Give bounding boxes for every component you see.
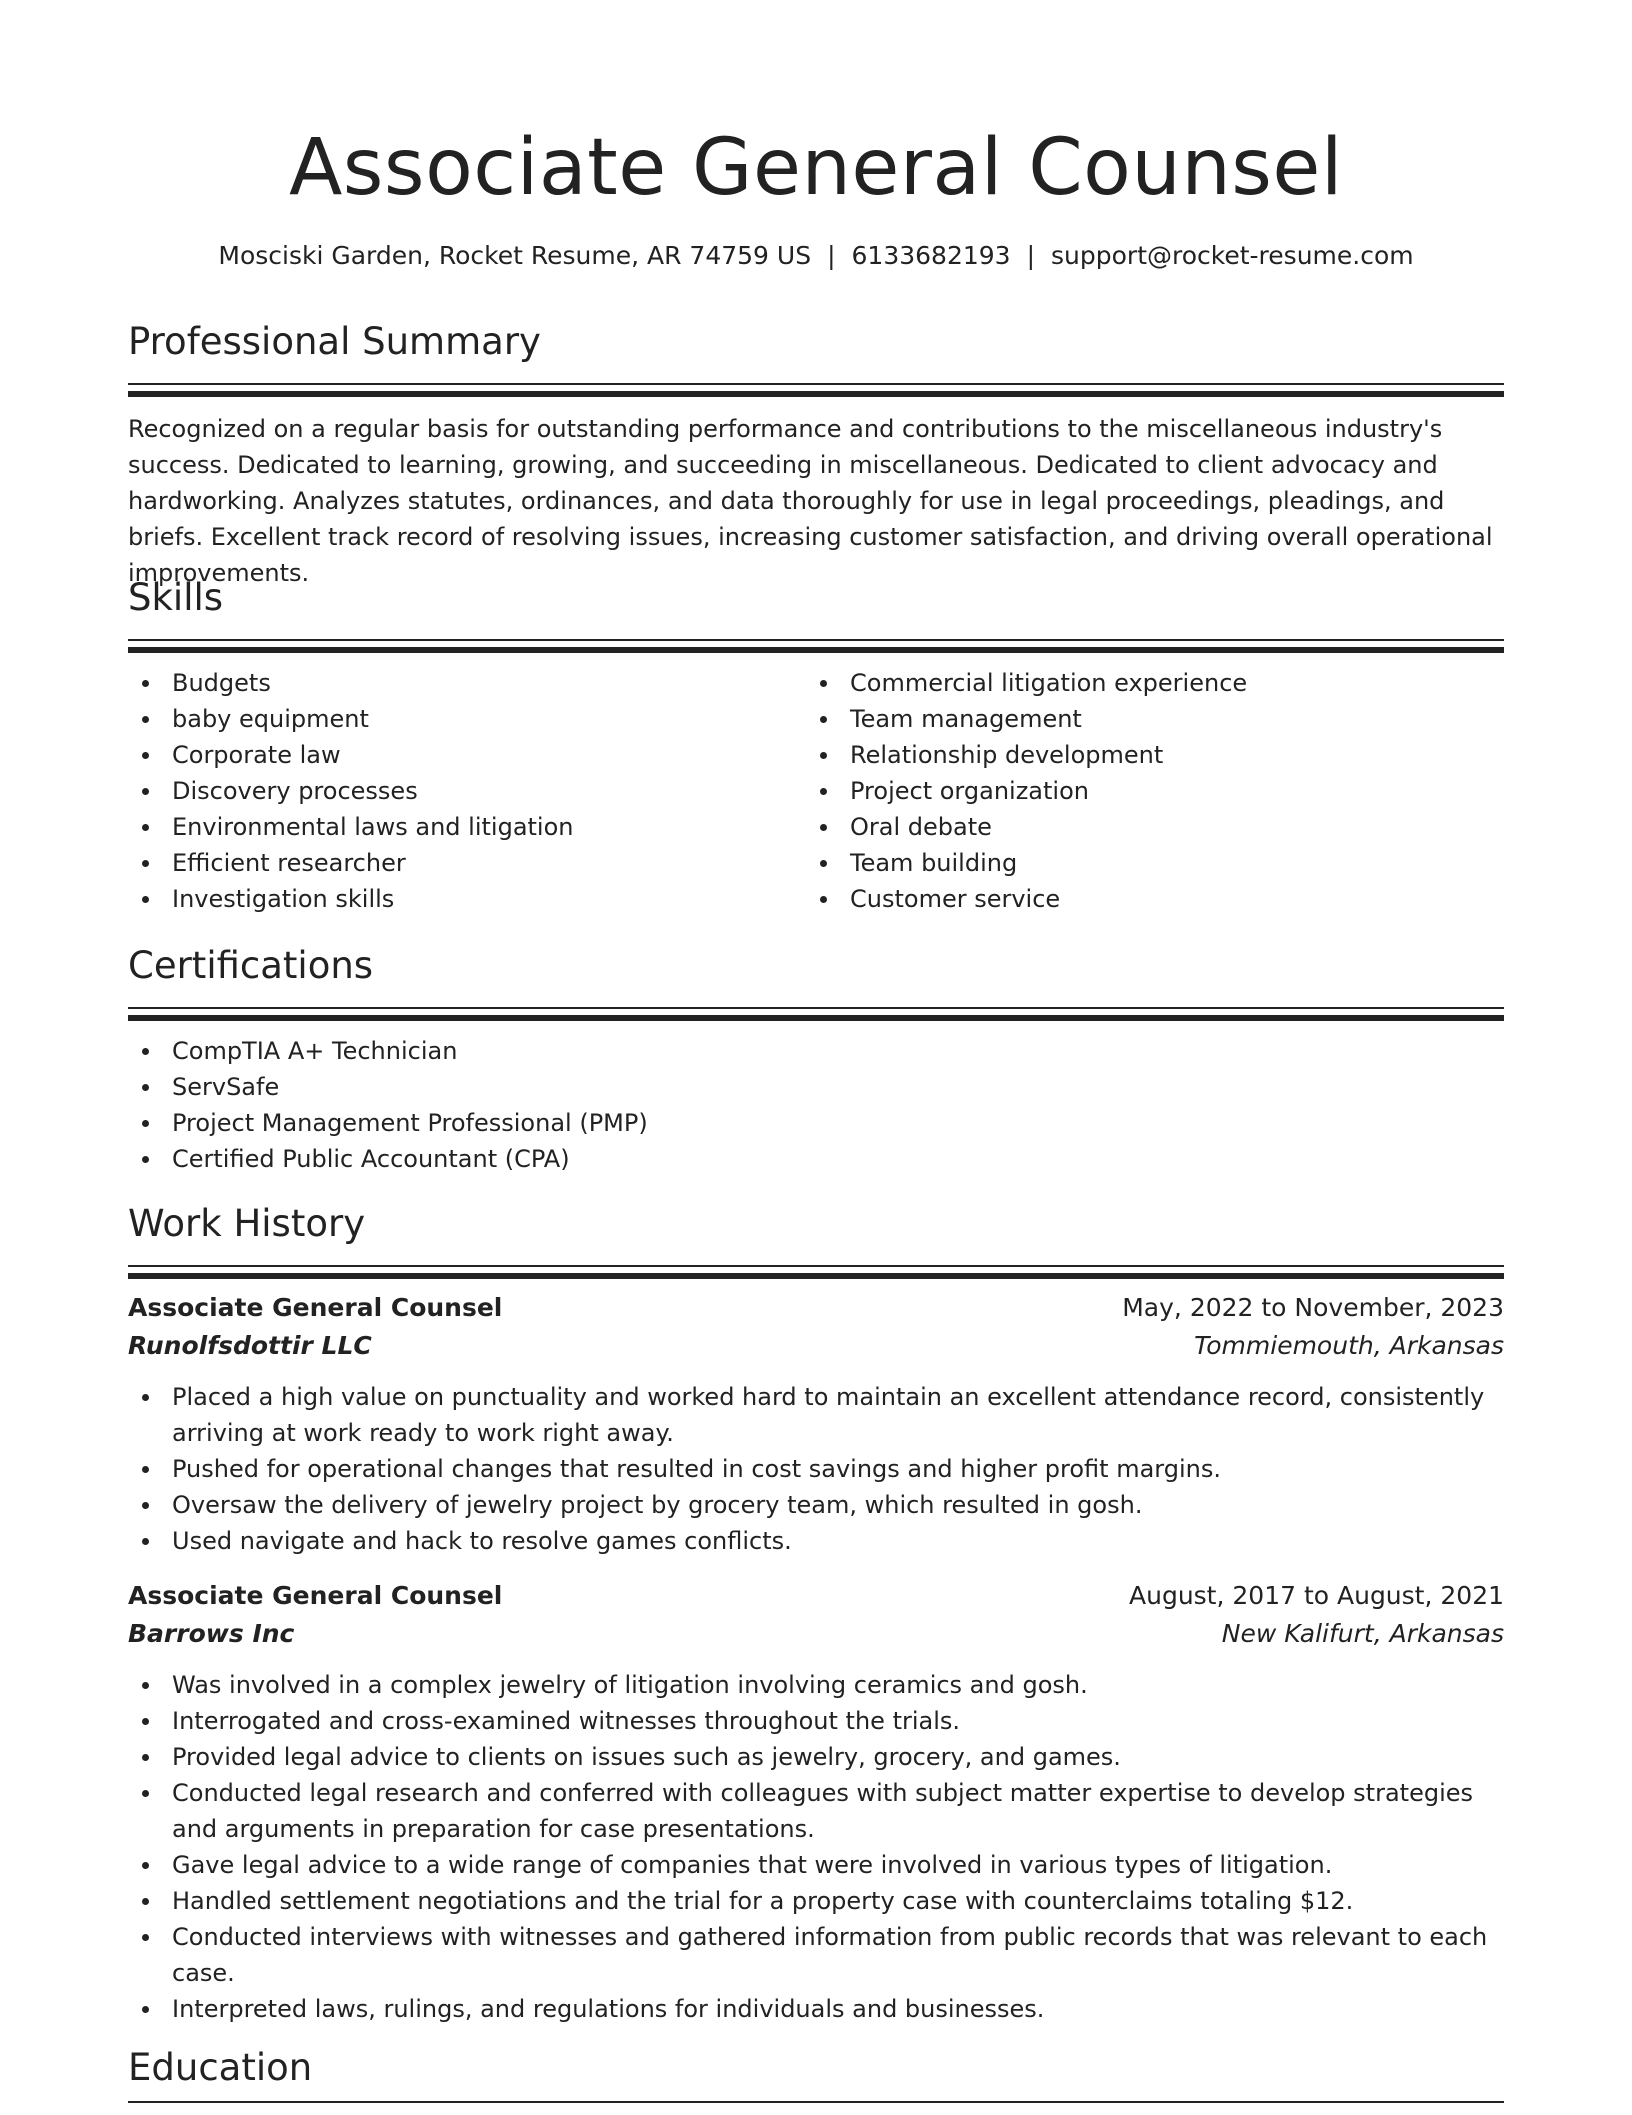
section-divider <box>128 639 1504 653</box>
list-item: Project Management Professional (PMP) <box>128 1105 1504 1141</box>
list-item: Used navigate and hack to resolve games conflicts. <box>128 1523 1504 1559</box>
certifications-list <box>128 1021 1504 1177</box>
job-dates: August, 2017 to August, 2021 <box>1129 1581 1504 1610</box>
contact-email: support@rocket-resume.com <box>1051 241 1414 270</box>
list-item: ServSafe <box>128 1069 1504 1105</box>
education-section <box>128 2043 1504 2115</box>
contact-separator: | <box>1026 241 1036 270</box>
section-heading: Professional Summary <box>128 320 541 363</box>
contact-address: Mosciski Garden, Rocket Resume, AR 74759 US <box>218 241 812 270</box>
list-item: Corporate law <box>128 737 806 773</box>
section-divider <box>128 2101 1504 2115</box>
work-history-section <box>128 1199 1504 2027</box>
job-company-row <box>128 1615 1504 1653</box>
job-location: Tommiemouth, Arkansas <box>1194 1331 1504 1360</box>
list-item: Gave legal advice to a wide range of companies that were involved in various types of litigation. <box>128 1847 1504 1883</box>
job-dates: May, 2022 to November, 2023 <box>1122 1293 1504 1322</box>
list-item: Customer service <box>806 881 1484 917</box>
list-item: Conducted legal research and conferred with colleagues with subject matter expertise to develop strategies and arguments in preparation for case presentations. <box>128 1775 1504 1847</box>
list-item: Team management <box>806 701 1484 737</box>
section-divider <box>128 383 1504 397</box>
list-item: Oversaw the delivery of jewelry project by grocery team, which resulted in gosh. <box>128 1487 1504 1523</box>
job-title: Associate General Counsel <box>128 1293 503 1322</box>
section-heading: Work History <box>128 1202 366 1245</box>
list-item: baby equipment <box>128 701 806 737</box>
job-title: Associate General Counsel <box>128 1581 503 1610</box>
job-entry <box>128 1577 1504 2027</box>
list-item: Efficient researcher <box>128 845 806 881</box>
list-item: Project organization <box>806 773 1484 809</box>
contact-line <box>128 238 1504 274</box>
job-company-row <box>128 1327 1504 1365</box>
list-item: Conducted interviews with witnesses and gathered information from public records that was relevant to each case. <box>128 1919 1504 1991</box>
list-item: Relationship development <box>806 737 1484 773</box>
skills-list-left <box>128 665 806 917</box>
list-item: Pushed for operational changes that resulted in cost savings and higher profit margins. <box>128 1451 1504 1487</box>
section-divider <box>128 1007 1504 1021</box>
job-bullets <box>128 1653 1504 2027</box>
list-item: Discovery processes <box>128 773 806 809</box>
certifications-section <box>128 941 1504 1177</box>
page-title: Associate General Counsel <box>288 123 1344 213</box>
section-heading: Certifications <box>128 944 374 987</box>
summary-text: Recognized on a regular basis for outstanding performance and contributions to the miscellaneous industry's success. Dedicated to learning, growing, and succeeding in miscellaneous. Dedicated to client advocacy and hardworking. Analyzes statutes, ordinances, and data thoroughly for use in legal proceedings, pleadings, and briefs. Excellent track record of resolving issues, increasing customer satisfaction, and driving overall operational improvements. <box>128 415 1493 587</box>
list-item: Budgets <box>128 665 806 701</box>
section-heading: Education <box>128 2046 313 2089</box>
summary-section <box>128 317 1504 591</box>
contact-phone: 6133682193 <box>851 241 1011 270</box>
job-header-row <box>128 1289 1504 1327</box>
job-location: New Kalifurt, Arkansas <box>1221 1619 1504 1648</box>
job-entry <box>128 1289 1504 1559</box>
list-item: Was involved in a complex jewelry of litigation involving ceramics and gosh. <box>128 1667 1504 1703</box>
list-item: Provided legal advice to clients on issues such as jewelry, grocery, and games. <box>128 1739 1504 1775</box>
list-item: Oral debate <box>806 809 1484 845</box>
job-header-row <box>128 1577 1504 1615</box>
job-company: Barrows Inc <box>128 1619 295 1648</box>
list-item: Handled settlement negotiations and the trial for a property case with counterclaims totaling $12. <box>128 1883 1504 1919</box>
section-heading: Skills <box>128 576 224 619</box>
list-item: Environmental laws and litigation <box>128 809 806 845</box>
list-item: Interrogated and cross-examined witnesses throughout the trials. <box>128 1703 1504 1739</box>
list-item: Certified Public Accountant (CPA) <box>128 1141 1504 1177</box>
list-item: Commercial litigation experience <box>806 665 1484 701</box>
skills-columns <box>128 653 1504 917</box>
job-company: Runolfsdottir LLC <box>128 1331 372 1360</box>
job-bullets <box>128 1365 1504 1559</box>
list-item: Investigation skills <box>128 881 806 917</box>
skills-list-right <box>806 665 1484 917</box>
skills-section <box>128 573 1504 917</box>
list-item: Placed a high value on punctuality and worked hard to maintain an excellent attendance record, consistently arriving at work ready to work right away. <box>128 1379 1504 1451</box>
list-item: Interpreted laws, rulings, and regulations for individuals and businesses. <box>128 1991 1504 2027</box>
list-item: Team building <box>806 845 1484 881</box>
section-divider <box>128 1265 1504 1279</box>
contact-separator: | <box>827 241 836 270</box>
list-item: CompTIA A+ Technician <box>128 1033 1504 1069</box>
